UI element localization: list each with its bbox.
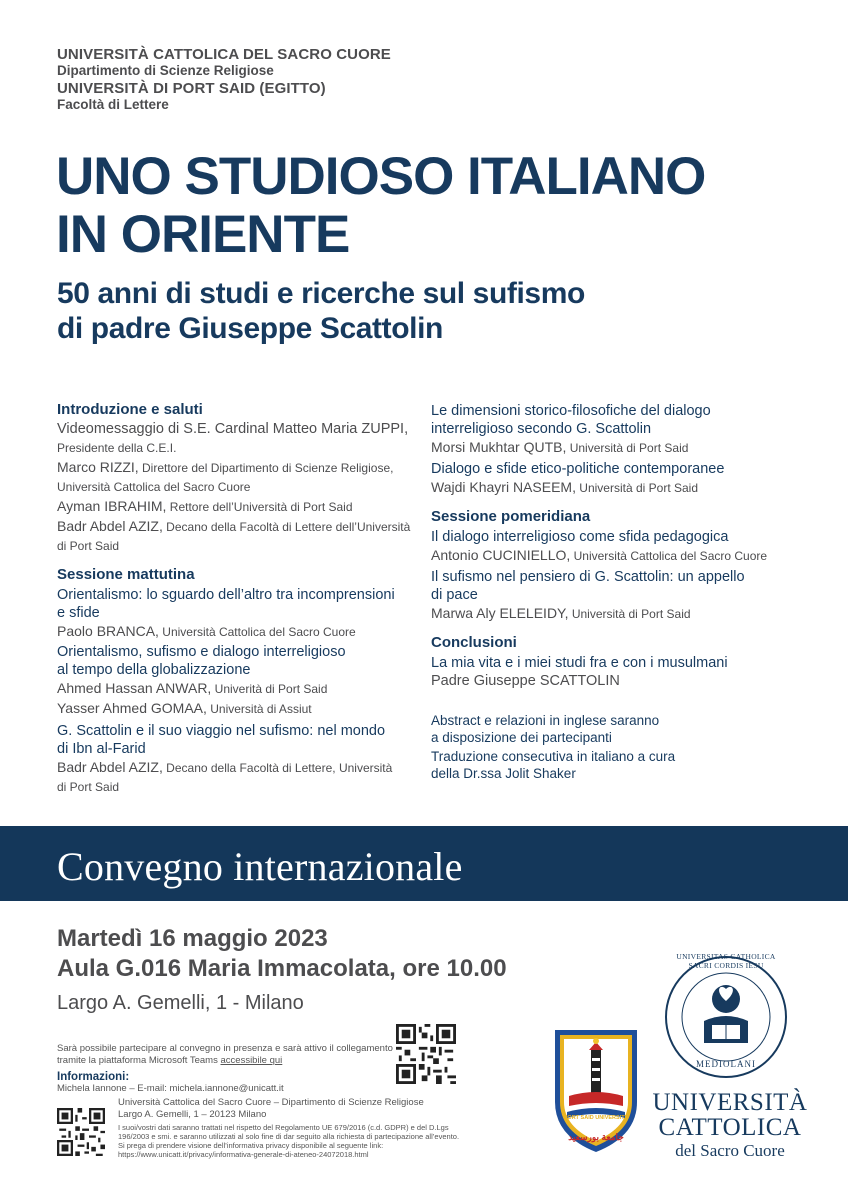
info-address-2: Largo A. Gemelli, 1 – 20123 Milano — [118, 1109, 267, 1120]
speaker-eleleidy — [431, 605, 806, 623]
ucsc-word-3: del Sacro Cuore — [675, 1141, 785, 1160]
department-1: Dipartimento di Scienze Religiose — [57, 63, 274, 78]
speaker-aziz-2-aff: Decano della Facoltà di Lettere, Università — [162, 761, 393, 775]
talk-1-title-2: e sfide — [57, 605, 100, 621]
talk-6-title: Il dialogo interreligioso come sfida pedagogica — [431, 529, 729, 545]
speaker-gomaa-name: Yasser Ahmed GOMAA, — [57, 700, 207, 716]
port-said-logo-arabic: جامعة بورسعيد — [568, 1132, 624, 1142]
info-address-1: Università Cattolica del Sacro Cuore – Dipartimento di Scienze Religiose — [118, 1097, 424, 1108]
port-said-logo-band: PORT SAID UNIVERSITY — [563, 1115, 629, 1121]
speaker-aziz-2 — [57, 759, 422, 777]
speaker-rizzi-name: Marco RIZZI, — [57, 459, 139, 475]
speaker-aziz — [57, 518, 422, 536]
talk-3-title-2: di Ibn al-Farid — [57, 741, 146, 757]
speaker-naseem-name: Wajdi Khayri NASEEM, — [431, 479, 576, 495]
speaker-qutb-aff: Università di Port Said — [566, 441, 689, 455]
ucsc-seal-bottom-text: MEDIOLANI — [696, 1059, 756, 1069]
speaker-eleleidy-aff: Università di Port Said — [568, 607, 691, 621]
info-address — [118, 1097, 468, 1159]
intro-section-title: Introduzione e saluti — [57, 401, 203, 418]
speaker-branca-name: Paolo BRANCA, — [57, 623, 159, 639]
privacy-2: 196/2003 e smi. e saranno utilizzati al solo fine di dar seguito alla richiesta di partecipazione all’evento. — [118, 1132, 460, 1141]
title-line-1: UNO STUDIOSO ITALIANO — [56, 147, 706, 206]
teams-link[interactable]: accessibile qui — [220, 1055, 283, 1066]
speaker-zuppi: Videomessaggio di S.E. Cardinal Matteo Maria ZUPPI, — [57, 421, 409, 437]
talk-7-title: Il sufismo nel pensiero di G. Scattolin: un appello — [431, 569, 745, 585]
event-details — [57, 924, 507, 1015]
note-translation-1: Traduzione consecutiva in italiano a cura — [431, 749, 676, 764]
subtitle-block — [57, 276, 585, 346]
talk-2-title-2: al tempo della globalizzazione — [57, 662, 251, 678]
talk-2-title: Orientalismo, sufismo e dialogo interreligioso — [57, 644, 346, 660]
ucsc-word-1: UNIVERSITÀ — [652, 1089, 808, 1116]
university-name-2: UNIVERSITÀ DI PORT SAID (EGITTO) — [57, 80, 326, 97]
info-title: Informazioni: — [57, 1071, 130, 1083]
speaker-anwar-name: Ahmed Hassan ANWAR, — [57, 680, 212, 696]
speaker-anwar-aff: Univerità di Port Said — [211, 682, 328, 696]
speaker-rizzi-aff: Direttore del Dipartimento di Scienze Religiose, — [138, 461, 394, 475]
speaker-cuciniello-aff: Università Cattolica del Sacro Cuore — [570, 549, 768, 563]
speaker-branca-aff: Università Cattolica del Sacro Cuore — [158, 625, 356, 639]
speaker-rizzi — [57, 459, 422, 477]
speaker-branca — [57, 623, 422, 641]
note-abstract-1: Abstract e relazioni in inglese saranno — [431, 713, 660, 728]
speaker-aziz-aff: Decano della Facoltà di Lettere dell’Università — [162, 520, 411, 534]
talk-4-title-2: interreligioso secondo G. Scattolin — [431, 421, 652, 437]
morning-section-title: Sessione mattutina — [57, 566, 195, 583]
subtitle-line-2: di padre Giuseppe Scattolin — [57, 312, 443, 345]
speaker-anwar — [57, 680, 422, 698]
university-name-1: UNIVERSITÀ CATTOLICA DEL SACRO CUORE — [57, 46, 391, 63]
title-block — [56, 148, 705, 264]
speaker-gomaa — [57, 700, 422, 718]
event-place: Aula G.016 Maria Immacolata, ore 10.00 — [57, 955, 507, 982]
title-line-2: IN ORIENTE — [56, 205, 350, 264]
teams-note — [57, 1043, 397, 1067]
talk-5-title: Dialogo e sfide etico-politiche contemporanee — [431, 461, 725, 477]
talk-1-title: Orientalismo: lo sguardo dell’altro tra incomprensioni — [57, 587, 395, 603]
privacy-1: I suoi/vostri dati saranno trattati nel rispetto del Regolamento UE 679/2016 (c.d. GDPR) e del D.Lgs — [118, 1123, 449, 1132]
department-2: Facoltà di Lettere — [57, 97, 169, 112]
ucsc-seal-ring-text: UNIVERSITAS CATHOLICA SACRI CORDIS IESU — [676, 952, 776, 970]
event-type-label: Convegno internazionale — [57, 844, 463, 889]
speaker-cuciniello — [431, 547, 806, 565]
talk-4-title: Le dimensioni storico-filosofiche del dialogo — [431, 403, 711, 419]
teams-note-1: Sarà possibile partecipare al convegno in presenza e sarà attivo il collegamento — [57, 1043, 393, 1054]
speaker-ibrahim — [57, 498, 422, 516]
talk-7-title-2: di pace — [431, 587, 478, 603]
speaker-qutb — [431, 439, 806, 457]
speaker-eleleidy-name: Marwa Aly ELELEIDY, — [431, 605, 569, 621]
speaker-naseem-aff: Università di Port Said — [575, 481, 699, 495]
speaker-aziz-2-aff-2: di Port Said — [57, 780, 120, 794]
info-qr-code-icon[interactable] — [57, 1108, 105, 1156]
event-date: Martedì 16 maggio 2023 — [57, 925, 328, 952]
note-abstract-2: a disposizione dei partecipanti — [431, 730, 612, 745]
privacy-4: https://www.unicatt.it/privacy/informativa-generale-di-ateneo-24072018.html — [118, 1150, 369, 1159]
speaker-qutb-name: Morsi Mukhtar QUTB, — [431, 439, 567, 455]
privacy-3: Si prega di prendere visione dell’informativa privacy disponibile al seguente link: — [118, 1141, 384, 1150]
ucsc-word-2: CATTOLICA — [658, 1114, 802, 1141]
speaker-zuppi-aff: Presidente della C.E.I. — [57, 441, 177, 455]
teams-note-2 — [57, 1055, 397, 1067]
speaker-ibrahim-name: Ayman IBRAHIM, — [57, 498, 167, 514]
event-address: Largo A. Gemelli, 1 - Milano — [57, 992, 304, 1014]
speaker-scattolin: Padre Giuseppe SCATTOLIN — [431, 673, 620, 689]
speaker-aziz-name: Badr Abdel AZIZ, — [57, 518, 163, 534]
talk-3-title: G. Scattolin e il suo viaggio nel sufismo: nel mondo — [57, 723, 386, 739]
teams-note-text: tramite la piattaforma Microsoft Teams — [57, 1055, 221, 1066]
teams-qr-code-icon[interactable] — [396, 1024, 456, 1084]
speaker-aziz-aff-2: di Port Said — [57, 539, 120, 553]
talk-8-title: La mia vita e i miei studi fra e con i musulmani — [431, 655, 728, 671]
info-contact: Michela Iannone – E-mail: michela.iannone@unicatt.it — [57, 1083, 284, 1094]
speaker-naseem — [431, 479, 806, 497]
speaker-rizzi-aff-2: Università Cattolica del Sacro Cuore — [57, 480, 251, 494]
afternoon-section-title: Sessione pomeridiana — [431, 508, 591, 525]
speaker-cuciniello-name: Antonio CUCINIELLO, — [431, 547, 571, 563]
subtitle-line-1: 50 anni di studi e ricerche sul sufismo — [57, 277, 585, 310]
program-right-column — [431, 402, 806, 782]
speaker-gomaa-aff: Università di Assiut — [206, 702, 312, 716]
speaker-aziz-2-name: Badr Abdel AZIZ, — [57, 759, 163, 775]
speaker-ibrahim-aff: Rettore dell’Università di Port Said — [166, 500, 353, 514]
program-left-column — [57, 401, 422, 798]
note-translation-2: della Dr.ssa Jolit Shaker — [431, 766, 576, 781]
header-block — [57, 46, 391, 112]
conclusions-section-title: Conclusioni — [431, 634, 517, 651]
info-block — [57, 1071, 284, 1095]
